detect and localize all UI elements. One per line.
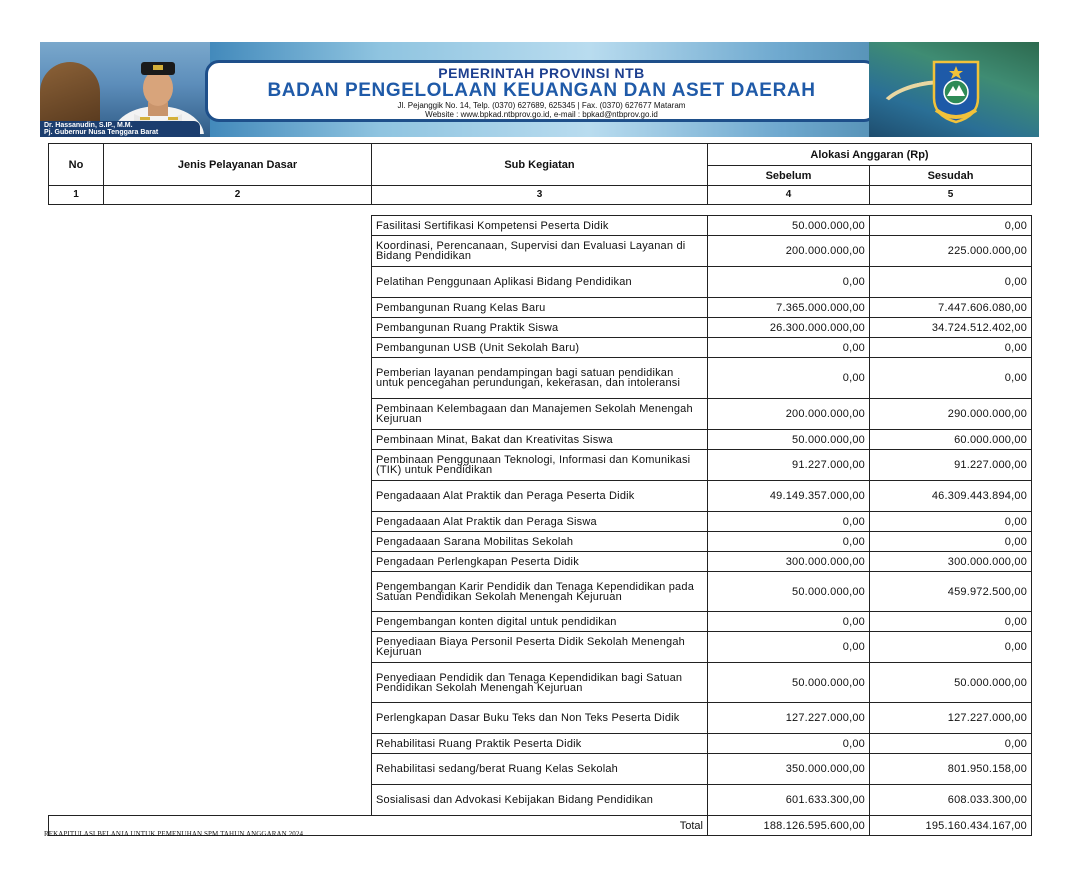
sesudah-value-cell: 34.724.512.402,00	[870, 318, 1032, 338]
column-number: 4	[708, 186, 870, 205]
column-number-row	[49, 186, 1032, 205]
sebelum-value-cell: 601.633.300,00	[708, 785, 870, 816]
sesudah-value-cell: 0,00	[870, 632, 1032, 663]
column-number: 3	[372, 186, 708, 205]
sesudah-value-cell: 0,00	[870, 734, 1032, 754]
agency-name: BADAN PENGELOLAAN KEUANGAN DAN ASET DAERAH	[267, 80, 816, 101]
total-sesudah-value: 195.160.434.167,00	[870, 816, 1032, 836]
sesudah-value-cell: 300.000.000,00	[870, 552, 1032, 572]
sub-kegiatan-cell: Pembinaan Kelembagaan dan Manajemen Sekolah Menengah Kejuruan	[372, 399, 708, 430]
sebelum-value-cell: 0,00	[708, 267, 870, 298]
sebelum-value-cell: 0,00	[708, 612, 870, 632]
traditional-house-image	[40, 62, 100, 122]
header-banner	[40, 42, 1039, 137]
sesudah-value-cell: 127.227.000,00	[870, 703, 1032, 734]
sub-kegiatan-cell: Pengembangan Karir Pendidik dan Tenaga Kependidikan pada Satuan Pendidikan Sekolah Menengah Kejuruan	[372, 572, 708, 612]
sebelum-value-cell: 50.000.000,00	[708, 216, 870, 236]
header-sesudah: Sesudah	[870, 166, 1032, 186]
sub-kegiatan-cell: Sosialisasi dan Advokasi Kebijakan Bidang Pendidikan	[372, 785, 708, 816]
sesudah-value-cell: 801.950.158,00	[870, 754, 1032, 785]
agency-website: Website : www.bpkad.ntbprov.go.id, e-mail : bpkad@ntbprov.go.id	[425, 110, 658, 119]
sesudah-value-cell: 91.227.000,00	[870, 450, 1032, 481]
sesudah-value-cell: 0,00	[870, 338, 1032, 358]
official-name: Dr. Hassanudin, S.IP., M.M.	[44, 122, 133, 129]
sebelum-value-cell: 0,00	[708, 338, 870, 358]
sebelum-value-cell: 7.365.000.000,00	[708, 298, 870, 318]
sebelum-value-cell: 50.000.000,00	[708, 663, 870, 703]
header-no: No	[49, 144, 104, 186]
spacer-row	[49, 205, 1032, 216]
agency-address: Jl. Pejanggik No. 14, Telp. (0370) 627689, 625345 | Fax. (0370) 627677 Mataram	[397, 101, 686, 110]
sesudah-value-cell: 50.000.000,00	[870, 663, 1032, 703]
sebelum-value-cell: 0,00	[708, 632, 870, 663]
total-label: Total	[49, 816, 708, 836]
sesudah-value-cell: 459.972.500,00	[870, 572, 1032, 612]
sub-kegiatan-cell: Pembangunan Ruang Kelas Baru	[372, 298, 708, 318]
sebelum-value-cell: 350.000.000,00	[708, 754, 870, 785]
sesudah-value-cell: 290.000.000,00	[870, 399, 1032, 430]
header-jenis-pelayanan: Jenis Pelayanan Dasar	[104, 144, 372, 186]
total-sebelum-value: 188.126.595.600,00	[708, 816, 870, 836]
sub-kegiatan-cell: Penyediaan Pendidik dan Tenaga Kependidikan bagi Satuan Pendidikan Sekolah Menengah Kejuruan	[372, 663, 708, 703]
header-alokasi-anggaran: Alokasi Anggaran (Rp)	[708, 144, 1032, 166]
sub-kegiatan-cell: Pembangunan USB (Unit Sekolah Baru)	[372, 338, 708, 358]
sebelum-value-cell: 91.227.000,00	[708, 450, 870, 481]
sub-kegiatan-cell: Pembinaan Penggunaan Teknologi, Informasi dan Komunikasi (TIK) untuk Pendidikan	[372, 450, 708, 481]
spm-budget-table	[48, 143, 1032, 836]
sub-kegiatan-cell: Pengadaaan Alat Praktik dan Peraga Siswa	[372, 512, 708, 532]
sebelum-value-cell: 26.300.000.000,00	[708, 318, 870, 338]
sebelum-value-cell: 49.149.357.000,00	[708, 481, 870, 512]
sesudah-value-cell: 0,00	[870, 216, 1032, 236]
document-footer: REKAPITULASI BELANJA UNTUK PEMENUHAN SPM TAHUN ANGGARAN 2024	[44, 830, 304, 838]
sebelum-value-cell: 0,00	[708, 734, 870, 754]
sebelum-value-cell: 50.000.000,00	[708, 430, 870, 450]
sebelum-value-cell: 0,00	[708, 532, 870, 552]
sub-kegiatan-cell: Fasilitasi Sertifikasi Kompetensi Peserta Didik	[372, 216, 708, 236]
table-row	[49, 216, 1032, 236]
sub-kegiatan-cell: Pengembangan konten digital untuk pendidikan	[372, 612, 708, 632]
sebelum-value-cell: 50.000.000,00	[708, 572, 870, 612]
sub-kegiatan-cell: Pengadaaan Sarana Mobilitas Sekolah	[372, 532, 708, 552]
sesudah-value-cell: 0,00	[870, 358, 1032, 399]
sesudah-value-cell: 225.000.000,00	[870, 236, 1032, 267]
sebelum-value-cell: 200.000.000,00	[708, 236, 870, 267]
sesudah-value-cell: 608.033.300,00	[870, 785, 1032, 816]
official-caption	[40, 121, 200, 137]
agency-nameplate	[205, 60, 878, 122]
sesudah-value-cell: 7.447.606.080,00	[870, 298, 1032, 318]
jenis-pelayanan-cell	[49, 216, 372, 816]
column-number: 2	[104, 186, 372, 205]
ntb-emblem-icon	[928, 58, 984, 124]
sebelum-value-cell: 0,00	[708, 512, 870, 532]
sub-kegiatan-cell: Koordinasi, Perencanaan, Supervisi dan Evaluasi Layanan di Bidang Pendidikan	[372, 236, 708, 267]
header-sebelum: Sebelum	[708, 166, 870, 186]
sesudah-value-cell: 0,00	[870, 267, 1032, 298]
sub-kegiatan-cell: Perlengkapan Dasar Buku Teks dan Non Teks Peserta Didik	[372, 703, 708, 734]
government-name: PEMERINTAH PROVINSI NTB	[438, 65, 645, 81]
sesudah-value-cell: 60.000.000,00	[870, 430, 1032, 450]
column-number: 5	[870, 186, 1032, 205]
header-sub-kegiatan: Sub Kegiatan	[372, 144, 708, 186]
column-number: 1	[49, 186, 104, 205]
sub-kegiatan-cell: Penyediaan Biaya Personil Peserta Didik Sekolah Menengah Kejuruan	[372, 632, 708, 663]
sesudah-value-cell: 0,00	[870, 512, 1032, 532]
sub-kegiatan-cell: Pembinaan Minat, Bakat dan Kreativitas Siswa	[372, 430, 708, 450]
sub-kegiatan-cell: Pengadaan Perlengkapan Peserta Didik	[372, 552, 708, 572]
sub-kegiatan-cell: Rehabilitasi sedang/berat Ruang Kelas Sekolah	[372, 754, 708, 785]
sub-kegiatan-cell: Rehabilitasi Ruang Praktik Peserta Didik	[372, 734, 708, 754]
sesudah-value-cell: 0,00	[870, 532, 1032, 552]
sesudah-value-cell: 46.309.443.894,00	[870, 481, 1032, 512]
sub-kegiatan-cell: Pelatihan Penggunaan Aplikasi Bidang Pendidikan	[372, 267, 708, 298]
sub-kegiatan-cell: Pemberian layanan pendampingan bagi satuan pendidikan untuk pencegahan perundungan, kekerasan, dan intoleransi	[372, 358, 708, 399]
sub-kegiatan-cell: Pembangunan Ruang Praktik Siswa	[372, 318, 708, 338]
sebelum-value-cell: 0,00	[708, 358, 870, 399]
sub-kegiatan-cell: Pengadaaan Alat Praktik dan Peraga Peserta Didik	[372, 481, 708, 512]
sebelum-value-cell: 127.227.000,00	[708, 703, 870, 734]
official-title: Pj. Gubernur Nusa Tenggara Barat	[44, 129, 159, 136]
sesudah-value-cell: 0,00	[870, 612, 1032, 632]
table-body	[49, 205, 1032, 836]
sebelum-value-cell: 300.000.000,00	[708, 552, 870, 572]
sebelum-value-cell: 200.000.000,00	[708, 399, 870, 430]
